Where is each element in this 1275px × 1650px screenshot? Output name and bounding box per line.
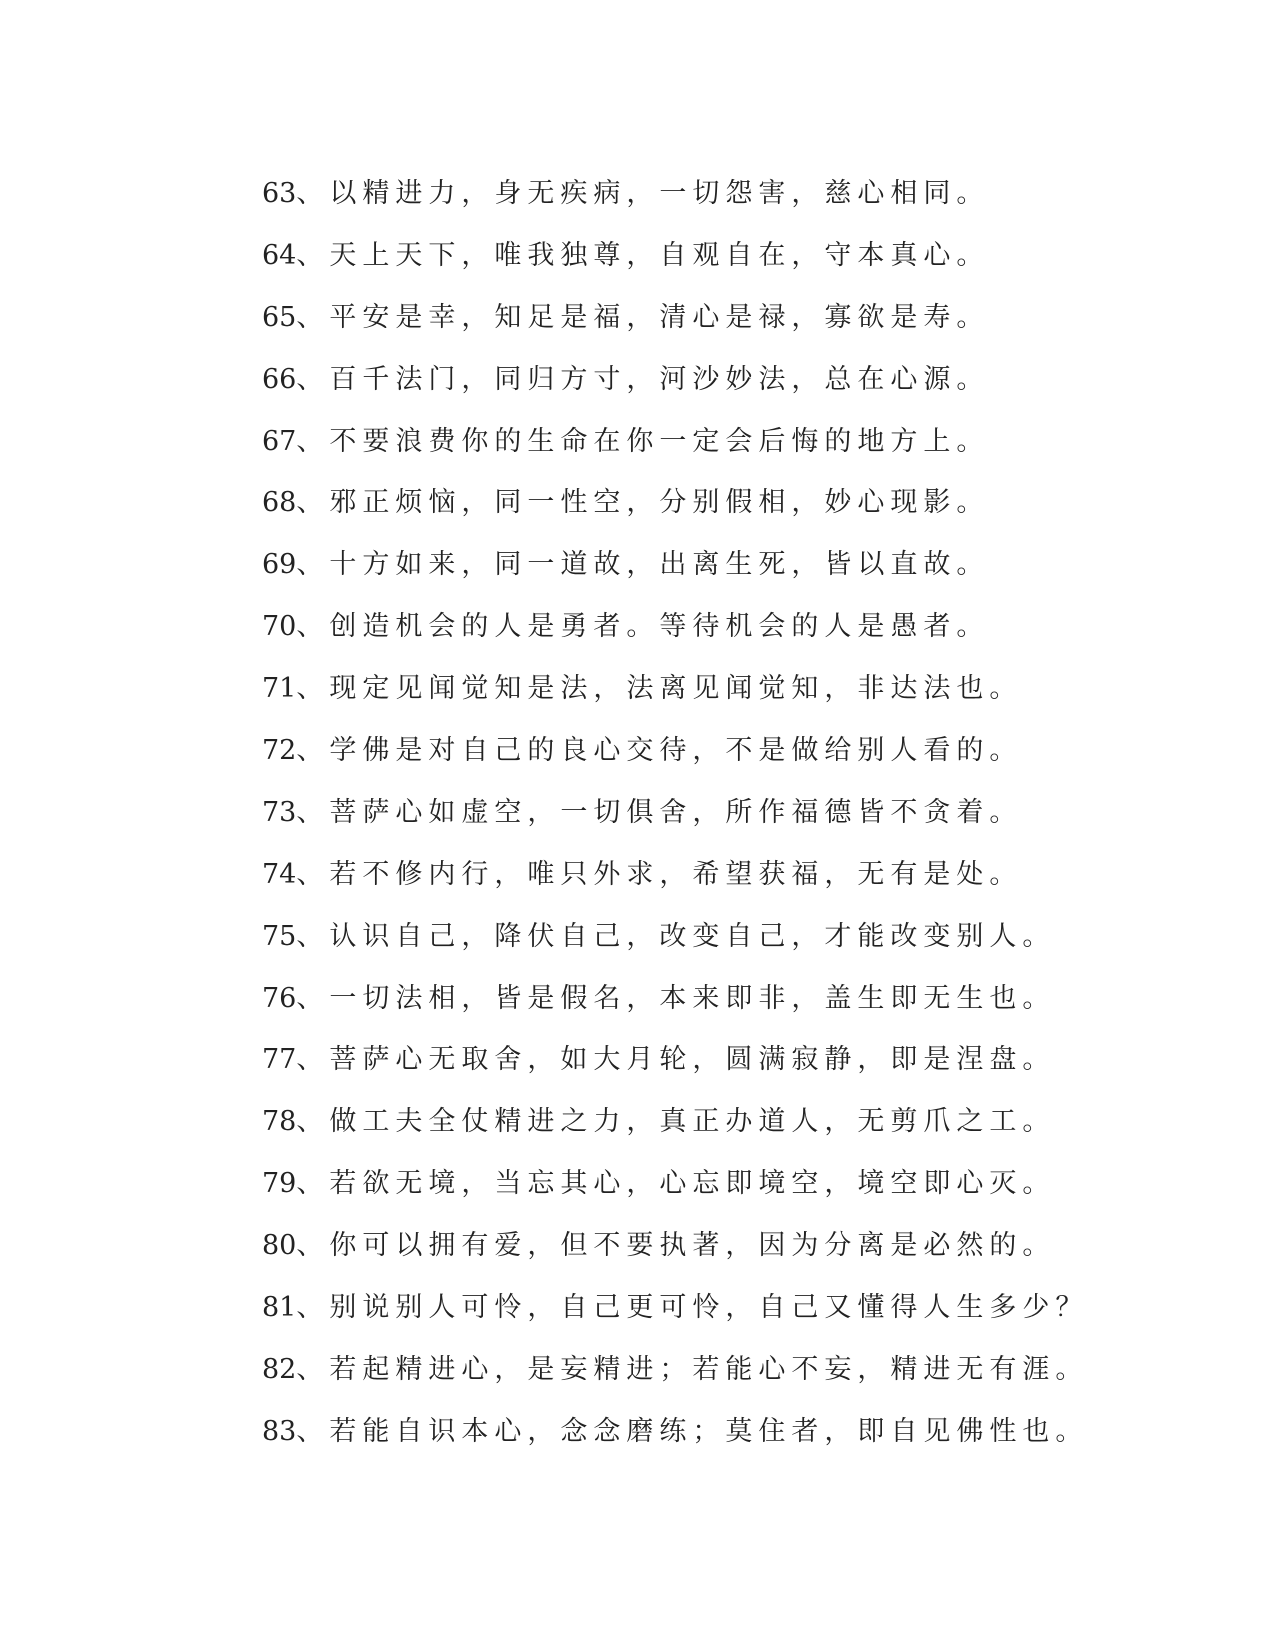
- item-number: 68: [262, 487, 297, 519]
- item-number: 78: [262, 1106, 297, 1138]
- item-number: 81: [262, 1292, 297, 1324]
- list-item: [262, 287, 1252, 349]
- list-item: [262, 906, 1252, 968]
- list-item: [262, 472, 1252, 534]
- list-item: [262, 1215, 1252, 1277]
- item-text: 、菩萨心无取舍，如大月轮，圆满寂静，即是涅盘。: [296, 1044, 1056, 1076]
- item-text: 、若欲无境，当忘其心，心忘即境空，境空即心灭。: [296, 1168, 1056, 1200]
- item-text: 、学佛是对自己的良心交待，不是做给别人看的。: [296, 735, 1023, 767]
- item-text: 、别说别人可怜，自己更可怜，自己又懂得人生多少？: [296, 1292, 1089, 1324]
- list-item: [262, 1091, 1252, 1153]
- item-text: 、十方如来，同一道故，出离生死，皆以直故。: [296, 549, 990, 581]
- item-text: 、菩萨心如虚空，一切俱舍，所作福德皆不贪着。: [296, 796, 1023, 828]
- item-text: 、百千法门，同归方寸，河沙妙法，总在心源。: [296, 363, 990, 395]
- list-item: [262, 349, 1252, 411]
- item-number: 80: [262, 1230, 297, 1262]
- item-number: 73: [262, 796, 297, 828]
- item-number: 76: [262, 982, 297, 1014]
- list-item: [262, 720, 1252, 782]
- item-number: 69: [262, 549, 297, 581]
- list-item: [262, 1277, 1252, 1339]
- item-number: 67: [262, 425, 297, 457]
- list-item: [262, 782, 1252, 844]
- item-text: 、你可以拥有爱，但不要执著，因为分离是必然的。: [296, 1230, 1056, 1262]
- list-item: [262, 844, 1252, 906]
- list-item: [262, 1153, 1252, 1215]
- item-number: 75: [262, 920, 297, 952]
- list-item: [262, 658, 1252, 720]
- item-number: 77: [262, 1044, 297, 1076]
- item-text: 、若起精进心，是妄精进；若能心不妄，精进无有涯。: [296, 1353, 1089, 1385]
- item-number: 64: [262, 239, 297, 271]
- item-number: 63: [262, 178, 297, 209]
- item-number: 72: [262, 735, 297, 767]
- item-text: 、邪正烦恼，同一性空，分别假相，妙心现影。: [296, 487, 990, 519]
- item-text: 、做工夫全仗精进之力，真正办道人，无剪爪之工。: [296, 1106, 1056, 1138]
- item-text: 、创造机会的人是勇者。等待机会的人是愚者。: [296, 611, 990, 643]
- item-text: 、不要浪费你的生命在你一定会后悔的地方上。: [296, 425, 990, 457]
- item-text: 、一切法相，皆是假名，本来即非，盖生即无生也。: [296, 982, 1056, 1014]
- quote-list: [262, 163, 1252, 1463]
- item-number: 83: [262, 1415, 297, 1447]
- item-number: 74: [262, 858, 297, 890]
- list-item: [262, 534, 1252, 596]
- item-text: 、以精进力，身无疾病，一切怨害，慈心相同。: [296, 178, 990, 209]
- item-text: 、若不修内行，唯只外求，希望获福，无有是处。: [296, 858, 1023, 890]
- item-number: 70: [262, 611, 297, 643]
- list-item: [262, 1029, 1252, 1091]
- list-item: [262, 968, 1252, 1030]
- item-number: 66: [262, 363, 297, 395]
- item-text: 、若能自识本心，念念磨练；莫住者，即自见佛性也。: [296, 1415, 1089, 1447]
- item-number: 79: [262, 1168, 297, 1200]
- item-number: 71: [262, 673, 297, 705]
- item-number: 65: [262, 301, 297, 333]
- item-number: 82: [262, 1353, 297, 1385]
- list-item: [262, 1401, 1252, 1463]
- item-text: 、现定见闻觉知是法，法离见闻觉知，非达法也。: [296, 673, 1023, 705]
- list-item: [262, 225, 1252, 287]
- item-text: 、认识自己，降伏自己，改变自己，才能改变别人。: [296, 920, 1056, 952]
- list-item: [262, 1339, 1252, 1401]
- item-text: 、天上天下，唯我独尊，自观自在，守本真心。: [296, 239, 990, 271]
- list-item: [262, 411, 1252, 473]
- list-item: [262, 163, 1252, 225]
- list-item: [262, 596, 1252, 658]
- item-text: 、平安是幸，知足是福，清心是禄，寡欲是寿。: [296, 301, 990, 333]
